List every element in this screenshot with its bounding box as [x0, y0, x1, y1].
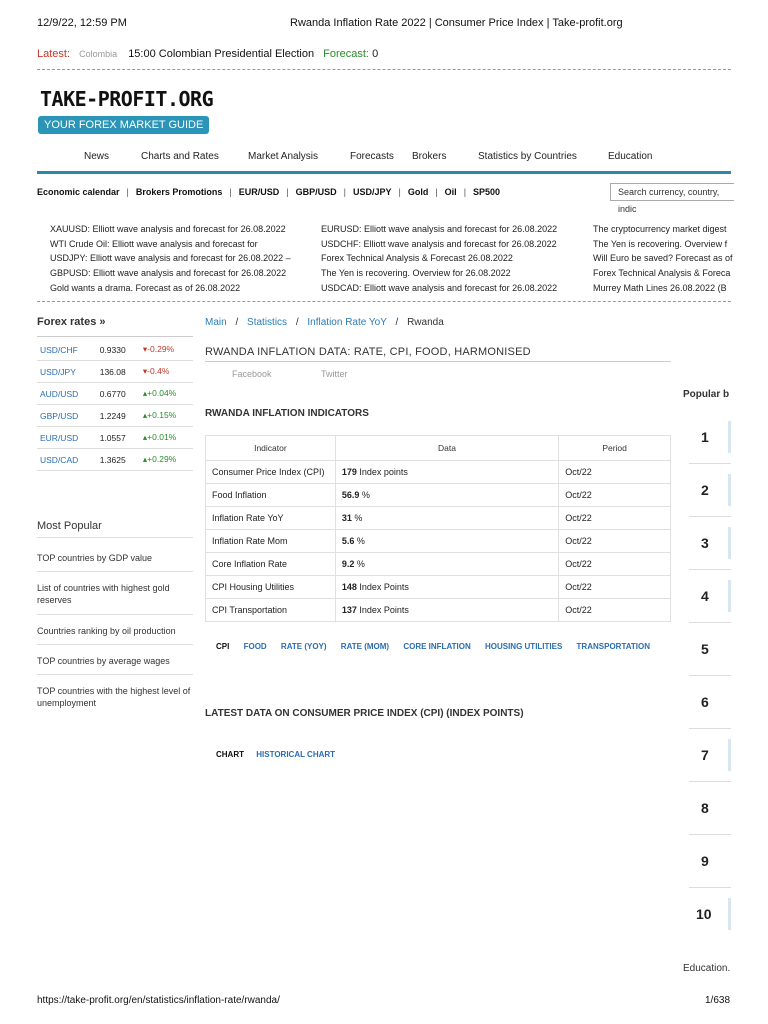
latest-event[interactable]: 15:00 Colombian Presidential Election [128, 48, 315, 60]
most-popular-title: Most Popular [37, 520, 102, 532]
table-row[interactable]: CPI Transportation 137 Index Points Oct/22 [206, 599, 671, 622]
ticker-item[interactable]: USDJPY: Elliott wave analysis and forecast for 26.08.2022 – [50, 253, 291, 263]
double-chevron-right-icon: » [99, 316, 106, 328]
nav-underline [37, 171, 731, 174]
forex-rates-title[interactable]: Forex rates » [37, 316, 106, 328]
arrow-up-icon: ▴ [142, 410, 148, 420]
divider [37, 614, 193, 615]
print-datetime: 12/9/22, 12:59 PM [37, 17, 127, 29]
divider [37, 537, 193, 538]
table-row[interactable]: EUR/USD 1.0557 ▴+0.01% [37, 427, 193, 449]
latest-country: Colombia [79, 49, 118, 59]
broker-rank-4[interactable]: 4 [689, 570, 731, 623]
subnav-brokers-promotions[interactable]: Brokers Promotions [135, 187, 223, 197]
latest-label: Latest: [37, 48, 71, 60]
latest-bar [37, 48, 378, 60]
print-url: https://take-profit.org/en/statistics/inflation-rate/rwanda/ [37, 995, 280, 1006]
tab-rate-yoy[interactable]: RATE (YOY) [280, 642, 327, 651]
ticker-item[interactable]: Gold wants a drama. Forecast as of 26.08.2022 [50, 283, 241, 293]
breadcrumb-current: Rwanda [407, 317, 444, 328]
popular-brokers-title: Popular b [683, 389, 730, 400]
table-row[interactable]: CPI Housing Utilities 148 Index Points Oct/22 [206, 576, 671, 599]
tab-transportation[interactable]: TRANSPORTATION [576, 642, 651, 651]
subnav-eurusd[interactable]: EUR/USD [238, 187, 280, 197]
site-tagline: YOUR FOREX MARKET GUIDE [38, 116, 209, 134]
broker-logo [728, 421, 731, 453]
arrow-down-icon: ▾ [142, 344, 148, 354]
indicator-tabs [216, 642, 650, 651]
ticker-item[interactable]: The Yen is recovering. Overview f [593, 239, 728, 249]
search-input[interactable]: Search currency, country, indic [610, 183, 734, 201]
indicators-table [205, 435, 671, 622]
arrow-up-icon: ▴ [142, 388, 148, 398]
forex-rates-table [37, 339, 193, 471]
broker-rank-6[interactable]: 6 [689, 676, 731, 729]
tab-historical-chart[interactable]: HISTORICAL CHART [256, 750, 336, 759]
page-title: RWANDA INFLATION DATA: RATE, CPI, FOOD, HARMONISED [205, 346, 531, 358]
subnav-gbpusd[interactable]: GBP/USD [295, 187, 337, 197]
divider [37, 644, 193, 645]
table-row[interactable]: Inflation Rate YoY 31 % Oct/22 [206, 507, 671, 530]
tab-food[interactable]: FOOD [243, 642, 267, 651]
broker-logo [728, 580, 731, 612]
chart-tabs [216, 750, 335, 759]
broker-logo [728, 739, 731, 771]
broker-rank-9[interactable]: 9 [689, 835, 731, 888]
latest-data-title: LATEST DATA ON CONSUMER PRICE INDEX (CPI) (INDEX POINTS) [205, 708, 524, 719]
broker-rank-1[interactable]: 1 [689, 411, 731, 464]
twitter-share[interactable]: Twitter [321, 369, 348, 379]
broker-rank-2[interactable]: 2 [689, 464, 731, 517]
nav-education[interactable]: Education [608, 151, 653, 162]
tab-chart[interactable]: CHART [216, 750, 244, 759]
breadcrumb-inflation[interactable]: Inflation Rate YoY [307, 317, 387, 328]
breadcrumb-statistics[interactable]: Statistics [247, 317, 288, 328]
tab-core-inflation[interactable]: CORE INFLATION [403, 642, 471, 651]
subnav-sp500[interactable]: SP500 [473, 187, 501, 197]
table-row[interactable]: Consumer Price Index (CPI) 179 Index points Oct/22 [206, 461, 671, 484]
site-logo[interactable]: TAKE-PROFIT.ORG [40, 87, 214, 111]
ticker-item[interactable]: EURUSD: Elliott wave analysis and forecast for 26.08.2022 [321, 224, 558, 234]
list-item[interactable]: TOP countries by GDP value [37, 553, 153, 563]
divider [37, 336, 193, 337]
table-row[interactable]: Inflation Rate Mom 5.6 % Oct/22 [206, 530, 671, 553]
tab-rate-mom[interactable]: RATE (MOM) [340, 642, 390, 651]
subnav-gold[interactable]: Gold [407, 187, 429, 197]
print-page-number: 1/638 [705, 995, 731, 1006]
list-item[interactable]: Countries ranking by oil production [37, 626, 176, 636]
ticker-item[interactable]: The cryptocurrency market digest [593, 224, 727, 234]
table-header: Indicator Data Period [206, 436, 671, 461]
print-page-title: Rwanda Inflation Rate 2022 | Consumer Price Index | Take-profit.org [290, 17, 623, 29]
nav-news[interactable]: News [84, 151, 110, 162]
broker-logo [728, 474, 731, 506]
nav-market-analysis[interactable]: Market Analysis [248, 151, 319, 162]
ticker-item[interactable]: Forex Technical Analysis & Foreca [593, 268, 731, 278]
ticker-item[interactable]: GBPUSD: Elliott wave analysis and forecast for 26.08.2022 [50, 268, 287, 278]
divider [37, 571, 193, 572]
list-item[interactable]: TOP countries by average wages [37, 656, 170, 666]
ticker-item[interactable]: USDCAD: Elliott wave analysis and forecast for 26.08.2022 [321, 283, 558, 293]
broker-rank-3[interactable]: 3 [689, 517, 731, 570]
table-row[interactable]: Food Inflation 56.9 % Oct/22 [206, 484, 671, 507]
arrow-down-icon: ▾ [142, 366, 148, 376]
subnav-usdjpy[interactable]: USD/JPY [352, 187, 392, 197]
list-item[interactable]: List of countries with highest gold reserves [37, 583, 170, 605]
table-row[interactable]: USD/CHF 0.9330 ▾-0.29% [37, 339, 193, 361]
education-label[interactable]: Education. [683, 963, 731, 974]
list-item[interactable]: TOP countries with the highest level of unemployment [37, 686, 191, 708]
table-row[interactable]: USD/CAD 1.3625 ▴+0.29% [37, 449, 193, 471]
ticker-item[interactable]: Murrey Math Lines 26.08.2022 (B [593, 283, 727, 293]
divider [37, 674, 193, 675]
indicators-title: RWANDA INFLATION INDICATORS [205, 408, 369, 419]
arrow-up-icon: ▴ [142, 454, 148, 464]
facebook-share[interactable]: Facebook [232, 369, 272, 379]
tab-housing-utilities[interactable]: HOUSING UTILITIES [484, 642, 563, 651]
forecast-value: 0 [372, 48, 379, 60]
divider [37, 301, 731, 302]
forecast-label: Forecast: [323, 48, 369, 60]
broker-rank-10[interactable]: 10 [689, 888, 731, 940]
ticker-item[interactable]: Will Euro be saved? Forecast as of [593, 253, 733, 263]
nav-statistics-by-countries[interactable]: Statistics by Countries [478, 151, 577, 162]
broker-rank-7[interactable]: 7 [689, 729, 731, 782]
table-row[interactable]: AUD/USD 0.6770 ▴+0.04% [37, 383, 193, 405]
broker-logo [728, 527, 731, 559]
nav-forecasts[interactable]: Forecasts [350, 151, 394, 162]
table-row[interactable]: USD/JPY 136.08 ▾-0.4% [37, 361, 193, 383]
divider [37, 69, 731, 70]
broker-logo [728, 898, 731, 930]
breadcrumb-main[interactable]: Main [205, 317, 227, 328]
nav-brokers[interactable]: Brokers [412, 151, 447, 162]
tab-cpi[interactable]: CPI [216, 642, 230, 651]
ticker-item[interactable]: XAUUSD: Elliott wave analysis and forecast for 26.08.2022 [50, 224, 286, 234]
ticker-item[interactable]: USDCHF: Elliott wave analysis and forecast for 26.08.2022 [321, 239, 557, 249]
subnav-oil[interactable]: Oil [444, 187, 457, 197]
arrow-up-icon: ▴ [142, 432, 148, 442]
nav-charts-and-rates[interactable]: Charts and Rates [141, 151, 219, 162]
broker-rank-5[interactable]: 5 [689, 623, 731, 676]
ticker-item[interactable]: The Yen is recovering. Overview for 26.08.2022 [321, 268, 511, 278]
sub-nav: Economic calendar | Brokers Promotions | EUR/USD | GBP/USD | USD/JPY | Gold | Oil | SP500 [37, 187, 501, 197]
table-row[interactable]: Core Inflation Rate 9.2 % Oct/22 [206, 553, 671, 576]
divider [205, 361, 671, 362]
broker-rank-8[interactable]: 8 [689, 782, 731, 835]
breadcrumb: Main / Statistics / Inflation Rate YoY / Rwanda [205, 317, 444, 328]
ticker-item[interactable]: WTI Crude Oil: Elliott wave analysis and forecast for [50, 239, 258, 249]
subnav-economic-calendar[interactable]: Economic calendar [37, 187, 120, 197]
ticker-item[interactable]: Forex Technical Analysis & Forecast 26.08.2022 [321, 253, 513, 263]
table-row[interactable]: GBP/USD 1.2249 ▴+0.15% [37, 405, 193, 427]
